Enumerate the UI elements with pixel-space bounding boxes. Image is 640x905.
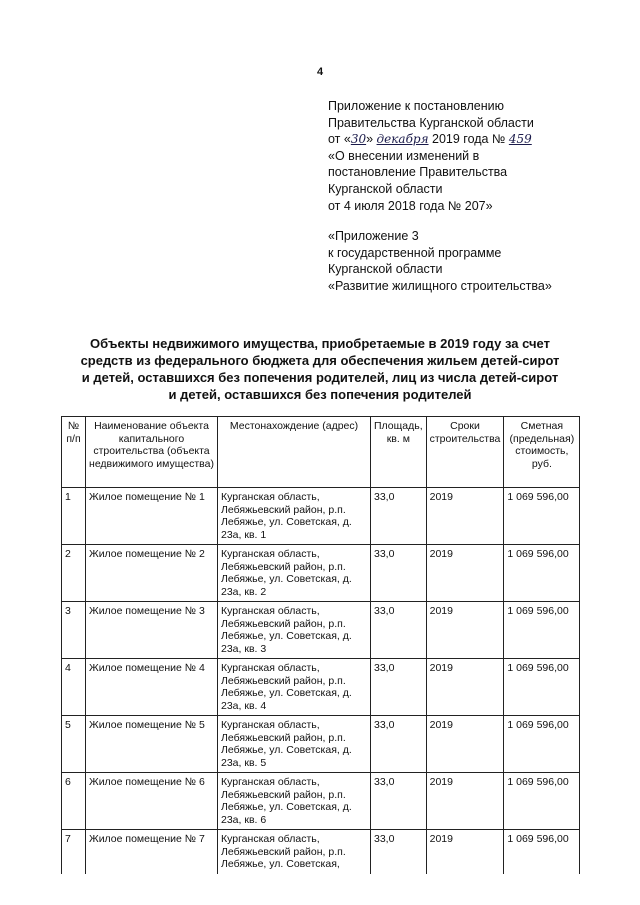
appendix-heading [328,98,628,214]
title-line: Объекты недвижимого имущества, приобретаемые в 2019 году за счет [90,336,550,351]
cell-name: Жилое помещение № 4 [86,659,218,716]
cell-name: Жилое помещение № 3 [86,602,218,659]
table-row [62,773,580,830]
table-row [62,488,580,545]
header-name: Наименование объекта капитального строительства (объекта недвижимого имущества) [86,417,218,488]
cell-cost: 1 069 596,00 [504,545,580,602]
cell-address: Курганская область, Лебяжьевский район, р.п. Лебяжье, ул. Советская, д. 23а, кв. 2 [218,545,371,602]
cell-num: 3 [62,602,86,659]
cell-cost: 1 069 596,00 [504,830,580,874]
header-address: Местонахождение (адрес) [218,417,371,488]
cell-name: Жилое помещение № 7 [86,830,218,874]
handwritten-day: 30 [350,132,367,147]
cell-name: Жилое помещение № 2 [86,545,218,602]
cell-cost: 1 069 596,00 [504,716,580,773]
cell-address: Курганская область, Лебяжьевский район, р.п. Лебяжье, ул. Советская, [218,830,371,874]
header-term: Сроки строительства [426,417,504,488]
cell-term: 2019 [426,602,504,659]
cell-name: Жилое помещение № 6 [86,773,218,830]
cell-term: 2019 [426,488,504,545]
title-line: и детей, оставшихся без попечения родителей [168,387,472,402]
cell-area: 33,0 [371,773,427,830]
cell-address: Курганская область, Лебяжьевский район, р.п. Лебяжье, ул. Советская, д. 23а, кв. 6 [218,773,371,830]
title-line: средств из федерального бюджета для обеспечения жильем детей-сирот [80,353,560,368]
table-row [62,830,580,874]
annex3-line: Курганской области [328,262,443,277]
cell-area: 33,0 [371,602,427,659]
objects-table [61,416,580,874]
cell-term: 2019 [426,716,504,773]
annex3-line: к государственной программе [328,245,502,260]
cell-term: 2019 [426,545,504,602]
annex3-heading [328,228,628,294]
header-num: № п/п [62,417,86,488]
appendix-line: «О внесении изменений в [328,148,480,163]
cell-cost: 1 069 596,00 [504,773,580,830]
annex3-line: «Развитие жилищного строительства» [328,278,552,293]
date-mid: » [366,132,377,147]
cell-area: 33,0 [371,545,427,602]
page-number: 4 [316,66,324,78]
appendix-line: постановление Правительства [328,165,508,180]
date-year: 2019 года № [428,132,509,147]
document-title [40,335,600,403]
cell-num: 7 [62,830,86,874]
annex3-line: «Приложение 3 [328,229,419,243]
appendix-date-line [328,131,628,148]
cell-term: 2019 [426,659,504,716]
header-cost: Сметная (предельная) стоимость, руб. [504,417,580,488]
cell-address: Курганская область, Лебяжьевский район, р.п. Лебяжье, ул. Советская, д. 23а, кв. 5 [218,716,371,773]
cell-num: 4 [62,659,86,716]
appendix-line: Правительства Курганской области [328,115,534,130]
cell-name: Жилое помещение № 1 [86,488,218,545]
handwritten-month: декабря [376,132,429,147]
cell-num: 6 [62,773,86,830]
cell-area: 33,0 [371,659,427,716]
cell-cost: 1 069 596,00 [504,659,580,716]
appendix-line: Приложение к постановлению [328,99,504,113]
cell-area: 33,0 [371,716,427,773]
cell-address: Курганская область, Лебяжьевский район, р.п. Лебяжье, ул. Советская, д. 23а, кв. 4 [218,659,371,716]
cell-address: Курганская область, Лебяжьевский район, р.п. Лебяжье, ул. Советская, д. 23а, кв. 3 [218,602,371,659]
cell-term: 2019 [426,773,504,830]
table-row [62,545,580,602]
cell-cost: 1 069 596,00 [504,488,580,545]
table-header-row [62,417,580,488]
cell-num: 1 [62,488,86,545]
appendix-line: Курганской области [328,181,443,196]
table-row [62,659,580,716]
date-prefix: от « [328,132,351,147]
table-row [62,716,580,773]
cell-area: 33,0 [371,830,427,874]
cell-area: 33,0 [371,488,427,545]
cell-num: 2 [62,545,86,602]
handwritten-doc-number: 459 [508,132,532,147]
cell-num: 5 [62,716,86,773]
title-line: и детей, оставшихся без попечения родителей, лиц из числа детей-сирот [81,370,559,385]
cell-term: 2019 [426,830,504,874]
cell-cost: 1 069 596,00 [504,602,580,659]
appendix-line: от 4 июля 2018 года № 207» [328,198,493,213]
cell-address: Курганская область, Лебяжьевский район, р.п. Лебяжье, ул. Советская, д. 23а, кв. 1 [218,488,371,545]
header-area: Площадь, кв. м [371,417,427,488]
cell-name: Жилое помещение № 5 [86,716,218,773]
table-row [62,602,580,659]
